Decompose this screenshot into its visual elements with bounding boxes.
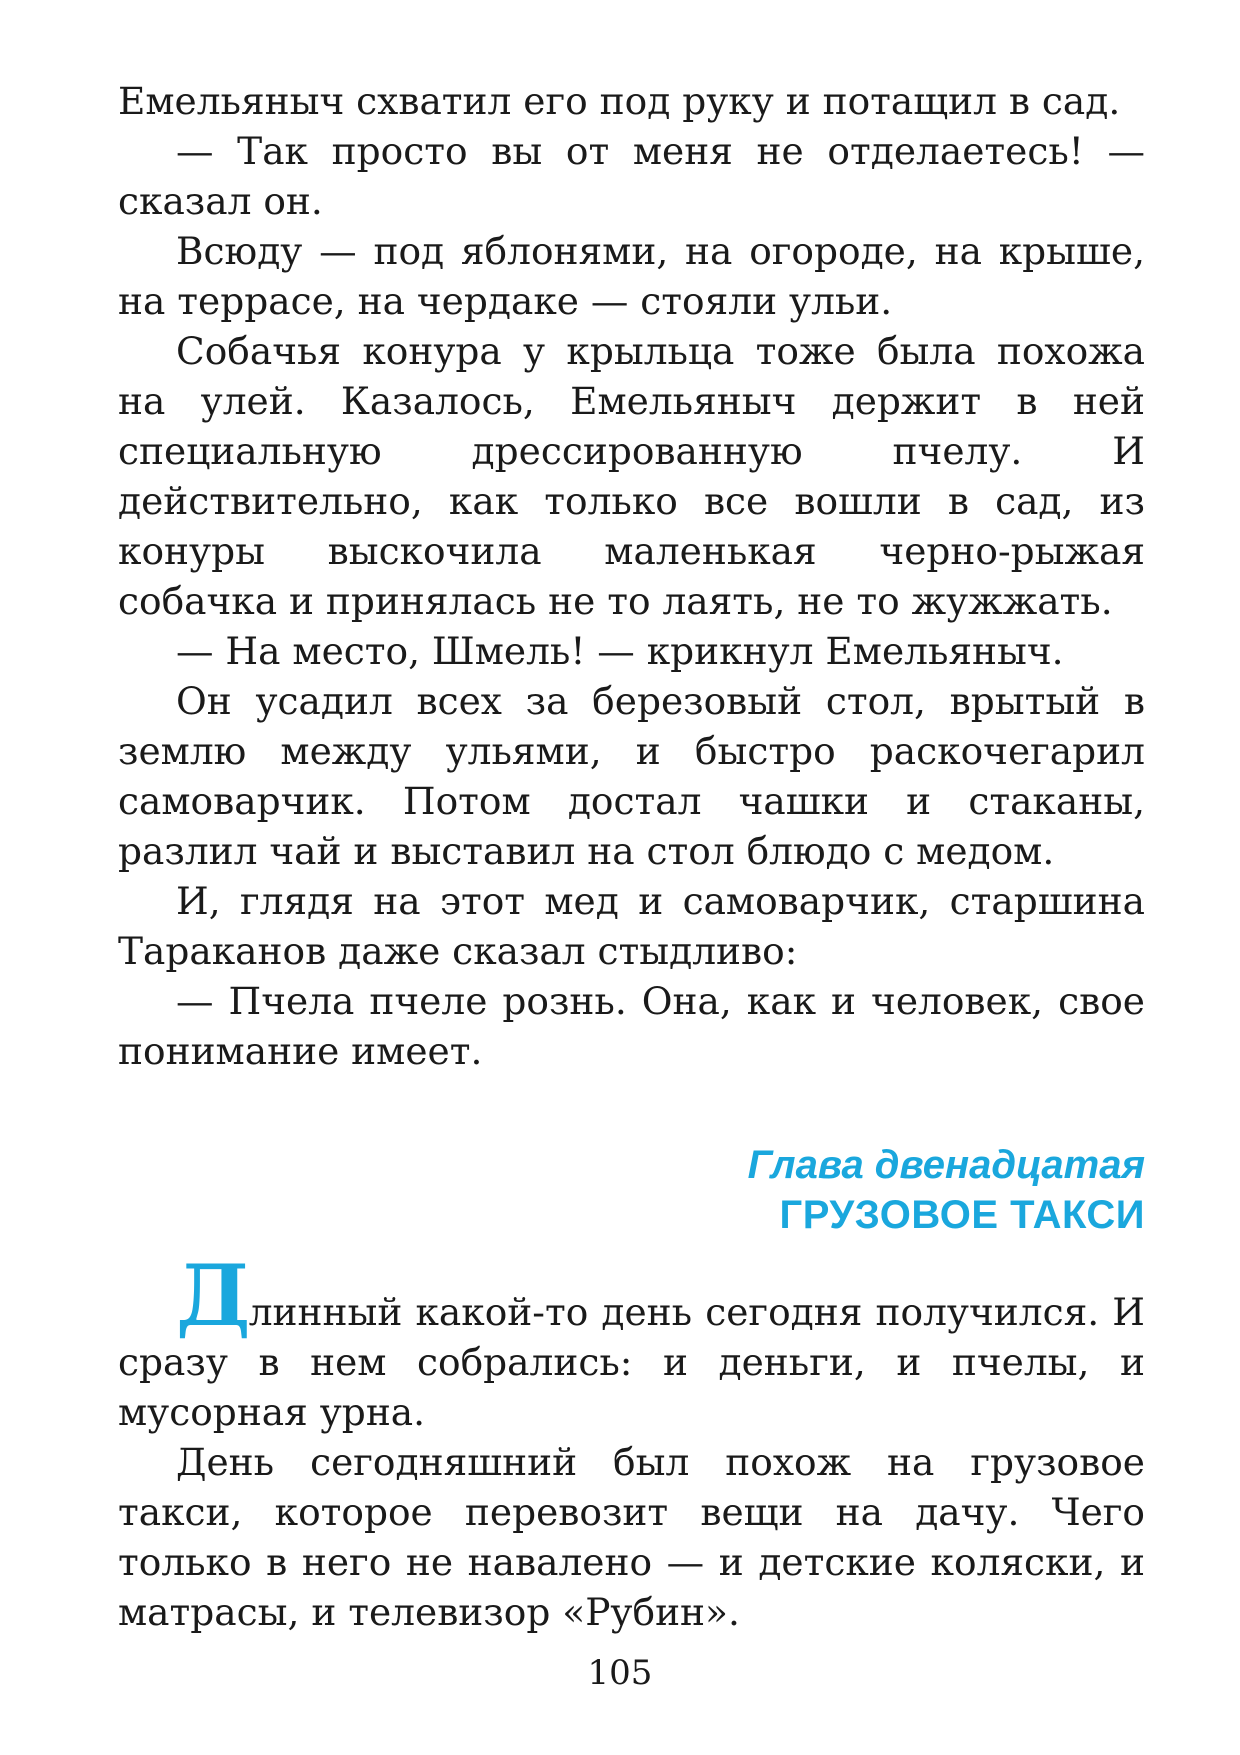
chapter-text: [118, 1246, 1145, 1637]
paragraph: Всюду — под яблонями, на огороде, на крыше, на террасе, на чердаке — стояли ульи.: [118, 229, 1145, 323]
paragraph: Он усадил всех за березовый стол, врытый в землю между ульями, и быстро раскочегарил самоварчик. Потом достал чашки и стаканы, разлил чай и выставил на стол блюдо с медом.: [118, 679, 1145, 873]
paragraph: — Пчела пчеле рознь. Она, как и человек, свое понимание имеет.: [118, 979, 1145, 1073]
paragraph-dropcap: [118, 1246, 1145, 1437]
paragraph: — Так просто вы от меня не отделаетесь! — сказал он.: [118, 129, 1145, 223]
paragraph: — На место, Шмель! — крикнул Емельяныч.: [176, 629, 1064, 673]
chapter-number: Глава двенадцатая: [747, 1143, 1145, 1187]
drop-cap: Д: [176, 1246, 249, 1345]
paragraph: Емельяныч схватил его под руку и потащил в сад.: [118, 79, 1121, 123]
paragraph-text: линный какой-то день сегодня получился. И сразу в нем собрались: и деньги, и пчелы, и мусорная урна.: [118, 1290, 1145, 1434]
paragraph: День сегодняшний был похож на грузовое такси, которое перевозит вещи на дачу. Чего только в него не навалено — и детские коляски, и матрасы, и телевизор «Рубин».: [118, 1440, 1145, 1634]
page-number: 105: [587, 1653, 653, 1693]
chapter-title: ГРУЗОВОЕ ТАКСИ: [779, 1193, 1145, 1237]
paragraph: И, глядя на этот мед и самоварчик, старшина Тараканов даже сказал стыдливо:: [118, 879, 1145, 973]
paragraph: Собачья конура у крыльца тоже была похожа на улей. Казалось, Емельяныч держит в ней специальную дрессированную пчелу. И действительно, как только все вошли в сад, из конуры выскочила маленькая черно-рыжая собачка и принялась не то лаять, не то жужжать.: [118, 329, 1145, 623]
book-page: [118, 76, 1145, 1637]
chapter-heading: [118, 1141, 1145, 1241]
